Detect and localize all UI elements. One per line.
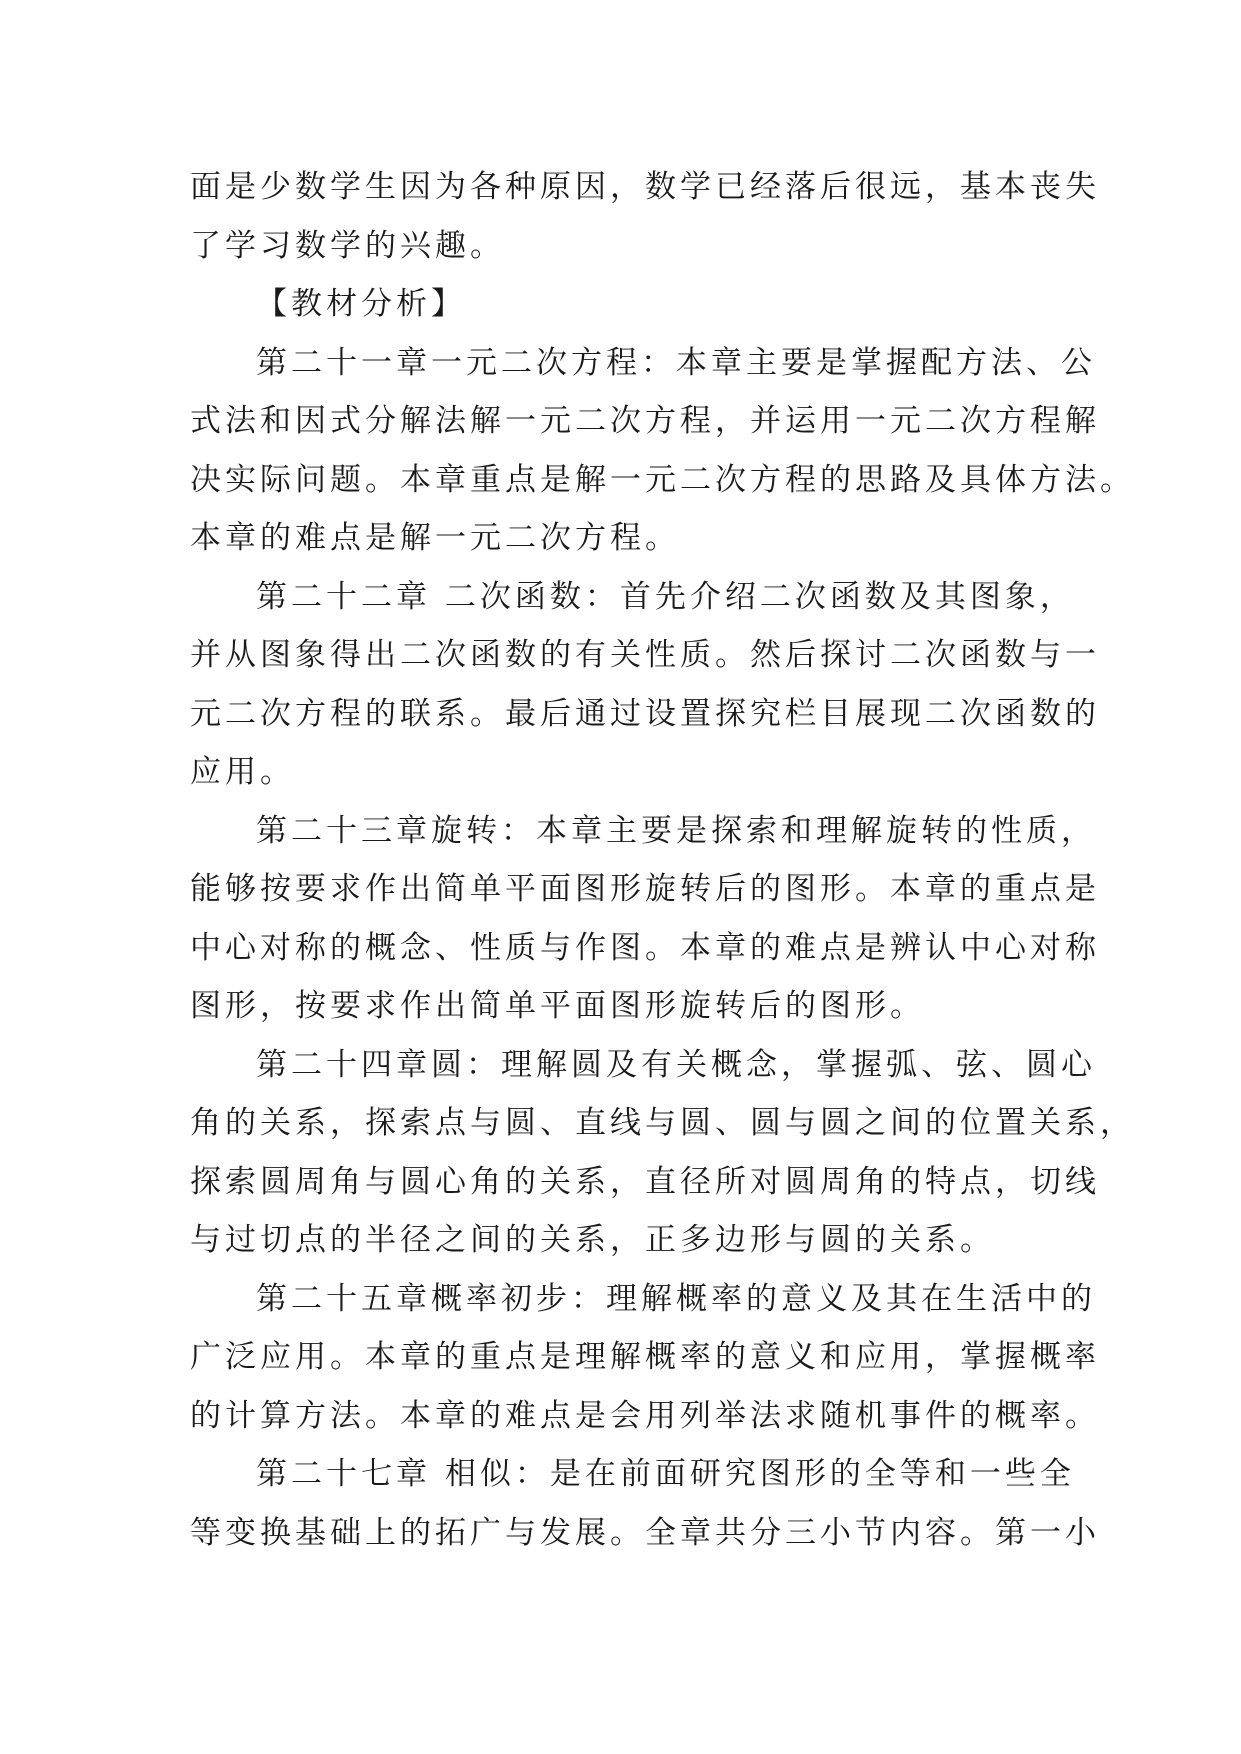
text-line: 式法和因式分解法解一元二次方程，并运用一元二次方程解 [190,403,1100,439]
text-line: 探索圆周角与圆心角的关系，直径所对圆周角的特点，切线 [190,1163,1100,1200]
section-heading: 【教材分析】 [256,286,466,322]
text-line: 第二十四章圆：理解圆及有关概念，掌握弧、弦、圆心 [256,1046,1096,1083]
text-line: 广泛应用。本章的重点是理解概率的意义和应用，掌握概率 [190,1339,1100,1375]
text-line: 元二次方程的联系。最后通过设置探究栏目展现二次函数的 [190,695,1100,732]
text-line: 能够按要求作出简单平面图形旋转后的图形。本章的重点是 [190,871,1100,907]
text-line: 第二十五章概率初步：理解概率的意义及其在生活中的 [256,1280,1096,1317]
document-body [190,158,1135,1562]
text-line: 与过切点的半径之间的关系，正多边形与圆的关系。 [190,1222,995,1258]
text-line: 应用。 [190,754,295,790]
text-line: 图形，按要求作出简单平面图形旋转后的图形。 [190,988,925,1024]
text-line: 第二十三章旋转：本章主要是探索和理解旋转的性质， [256,812,1096,849]
text-line: 决实际问题。本章重点是解一元二次方程的思路及具体方法。 [190,461,1135,498]
text-line: 了学习数学的兴趣。 [190,227,505,264]
text-line: 的计算方法。本章的难点是会用列举法求随机事件的概率。 [190,1397,1100,1434]
text-line: 等变换基础上的拓广与发展。全章共分三小节内容。第一小 [190,1514,1100,1551]
text-line: 第二十一章一元二次方程：本章主要是掌握配方法、公 [256,344,1096,381]
text-line: 并从图象得出二次函数的有关性质。然后探讨二次函数与一 [190,637,1100,673]
text-line: 本章的难点是解一元二次方程。 [190,520,680,556]
text-line: 中心对称的概念、性质与作图。本章的难点是辨认中心对称 [190,929,1100,966]
text-line: 第二十二章 二次函数：首先介绍二次函数及其图象， [256,578,1075,615]
text-line: 第二十七章 相似：是在前面研究图形的全等和一些全 [256,1456,1075,1492]
text-line: 面是少数学生因为各种原因，数学已经落后很远，基本丧失 [190,169,1100,205]
text-line: 角的关系，探索点与圆、直线与圆、圆与圆之间的位置关系， [190,1105,1135,1141]
